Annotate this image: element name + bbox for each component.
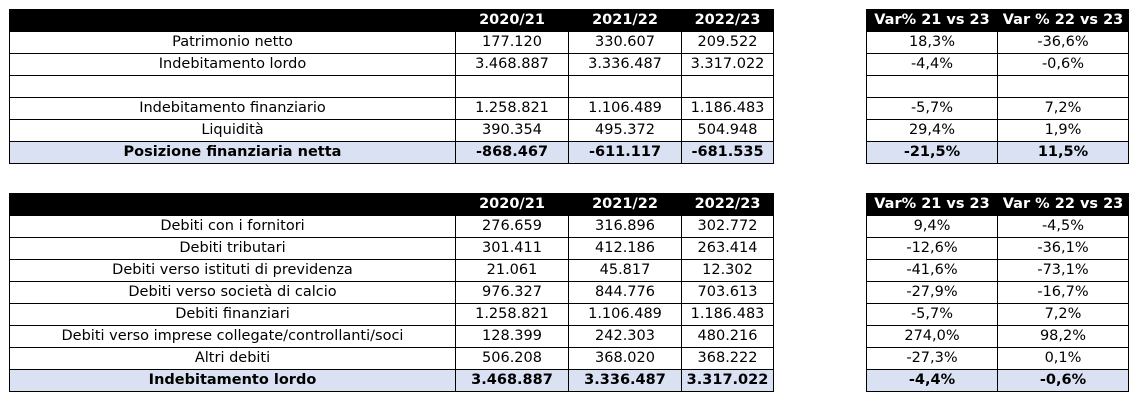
total-label: Posizione finanziaria netta xyxy=(10,142,456,164)
row-label: Debiti verso imprese collegate/controllanti/soci xyxy=(10,326,456,348)
total-value: -681.535 xyxy=(682,142,774,164)
table-row xyxy=(10,216,774,238)
var-value: -4,5% xyxy=(998,216,1129,238)
table-row xyxy=(867,326,1129,348)
table-row xyxy=(867,348,1129,370)
total-var-value: 11,5% xyxy=(998,142,1129,164)
total-row xyxy=(10,370,774,392)
table-row xyxy=(10,260,774,282)
table-row xyxy=(867,282,1129,304)
row-value: 242.303 xyxy=(569,326,682,348)
financial-position-table xyxy=(9,9,774,164)
table-row xyxy=(867,32,1129,54)
table-row xyxy=(10,238,774,260)
header-var: Var% 21 vs 23 xyxy=(867,194,998,216)
table-row xyxy=(10,304,774,326)
var-value: -27,9% xyxy=(867,282,998,304)
header-row xyxy=(867,194,1129,216)
header-var: Var % 22 vs 23 xyxy=(998,194,1129,216)
row-value: 3.468.887 xyxy=(456,54,569,76)
row-value: 276.659 xyxy=(456,216,569,238)
header-var: Var% 21 vs 23 xyxy=(867,10,998,32)
row-label: Debiti verso istituti di previdenza xyxy=(10,260,456,282)
total-value: -611.117 xyxy=(569,142,682,164)
header-blank-cell xyxy=(10,10,456,32)
var-value: 98,2% xyxy=(998,326,1129,348)
var-value: -5,7% xyxy=(867,98,998,120)
total-var-value: -4,4% xyxy=(867,370,998,392)
row-value: 128.399 xyxy=(456,326,569,348)
header-row xyxy=(10,10,774,32)
row-label: Altri debiti xyxy=(10,348,456,370)
header-year: 2020/21 xyxy=(456,194,569,216)
table-row xyxy=(10,326,774,348)
row-value: 45.817 xyxy=(569,260,682,282)
row-label: Indebitamento finanziario xyxy=(10,98,456,120)
row-value: 480.216 xyxy=(682,326,774,348)
row-label: Debiti con i fornitori xyxy=(10,216,456,238)
table-row xyxy=(867,216,1129,238)
total-value: 3.317.022 xyxy=(682,370,774,392)
row-label xyxy=(10,76,456,98)
row-value: 330.607 xyxy=(569,32,682,54)
var-value: -16,7% xyxy=(998,282,1129,304)
var-value: -41,6% xyxy=(867,260,998,282)
row-value: 302.772 xyxy=(682,216,774,238)
var-value: 9,4% xyxy=(867,216,998,238)
table-row xyxy=(10,120,774,142)
row-value: 263.414 xyxy=(682,238,774,260)
var-value: -12,6% xyxy=(867,238,998,260)
header-row xyxy=(10,194,774,216)
row-value: 368.020 xyxy=(569,348,682,370)
row-value xyxy=(569,76,682,98)
total-value: 3.468.887 xyxy=(456,370,569,392)
table-row xyxy=(867,98,1129,120)
row-value: 1.106.489 xyxy=(569,98,682,120)
table-row xyxy=(867,238,1129,260)
row-value: 209.522 xyxy=(682,32,774,54)
row-value: 1.186.483 xyxy=(682,304,774,326)
gross-debt-table xyxy=(9,193,774,392)
row-label: Debiti verso società di calcio xyxy=(10,282,456,304)
table-row xyxy=(10,32,774,54)
header-row xyxy=(867,10,1129,32)
row-value: 316.896 xyxy=(569,216,682,238)
var-value: 18,3% xyxy=(867,32,998,54)
var-value xyxy=(867,76,998,98)
total-var-value: -21,5% xyxy=(867,142,998,164)
total-row xyxy=(867,142,1129,164)
var-value: -27,3% xyxy=(867,348,998,370)
row-value: 844.776 xyxy=(569,282,682,304)
variance-table-2 xyxy=(866,193,1129,392)
row-value: 177.120 xyxy=(456,32,569,54)
header-year: 2022/23 xyxy=(682,194,774,216)
var-value: 7,2% xyxy=(998,304,1129,326)
row-value: 1.258.821 xyxy=(456,304,569,326)
var-value: 0,1% xyxy=(998,348,1129,370)
row-value: 21.061 xyxy=(456,260,569,282)
row-value: 504.948 xyxy=(682,120,774,142)
row-label: Patrimonio netto xyxy=(10,32,456,54)
table-row xyxy=(10,348,774,370)
var-value: 7,2% xyxy=(998,98,1129,120)
table-row xyxy=(867,120,1129,142)
row-value: 1.106.489 xyxy=(569,304,682,326)
table-row xyxy=(867,304,1129,326)
empty-row xyxy=(867,76,1129,98)
header-var: Var % 22 vs 23 xyxy=(998,10,1129,32)
row-value: 976.327 xyxy=(456,282,569,304)
var-value: -73,1% xyxy=(998,260,1129,282)
row-value: 703.613 xyxy=(682,282,774,304)
row-value xyxy=(682,76,774,98)
table-row xyxy=(10,98,774,120)
total-value: 3.336.487 xyxy=(569,370,682,392)
row-value: 1.186.483 xyxy=(682,98,774,120)
header-blank-cell xyxy=(10,194,456,216)
table-row xyxy=(10,282,774,304)
row-value: 390.354 xyxy=(456,120,569,142)
row-label: Liquidità xyxy=(10,120,456,142)
total-var-value: -0,6% xyxy=(998,370,1129,392)
header-year: 2021/22 xyxy=(569,10,682,32)
row-value: 368.222 xyxy=(682,348,774,370)
total-value: -868.467 xyxy=(456,142,569,164)
var-value: -36,6% xyxy=(998,32,1129,54)
row-value: 506.208 xyxy=(456,348,569,370)
header-year: 2020/21 xyxy=(456,10,569,32)
row-label: Debiti tributari xyxy=(10,238,456,260)
table-row xyxy=(10,54,774,76)
header-year: 2021/22 xyxy=(569,194,682,216)
table-row xyxy=(867,54,1129,76)
variance-table-1 xyxy=(866,9,1129,164)
table-row xyxy=(867,260,1129,282)
row-value: 12.302 xyxy=(682,260,774,282)
row-value: 1.258.821 xyxy=(456,98,569,120)
row-value: 301.411 xyxy=(456,238,569,260)
row-value: 3.336.487 xyxy=(569,54,682,76)
empty-row xyxy=(10,76,774,98)
var-value: 29,4% xyxy=(867,120,998,142)
var-value: 274,0% xyxy=(867,326,998,348)
var-value: 1,9% xyxy=(998,120,1129,142)
var-value: -36,1% xyxy=(998,238,1129,260)
total-row xyxy=(10,142,774,164)
row-label: Indebitamento lordo xyxy=(10,54,456,76)
var-value: -4,4% xyxy=(867,54,998,76)
row-value: 412.186 xyxy=(569,238,682,260)
header-year: 2022/23 xyxy=(682,10,774,32)
total-row xyxy=(867,370,1129,392)
row-value xyxy=(456,76,569,98)
row-value: 3.317.022 xyxy=(682,54,774,76)
row-label: Debiti finanziari xyxy=(10,304,456,326)
var-value xyxy=(998,76,1129,98)
total-label: Indebitamento lordo xyxy=(10,370,456,392)
var-value: -0,6% xyxy=(998,54,1129,76)
var-value: -5,7% xyxy=(867,304,998,326)
row-value: 495.372 xyxy=(569,120,682,142)
